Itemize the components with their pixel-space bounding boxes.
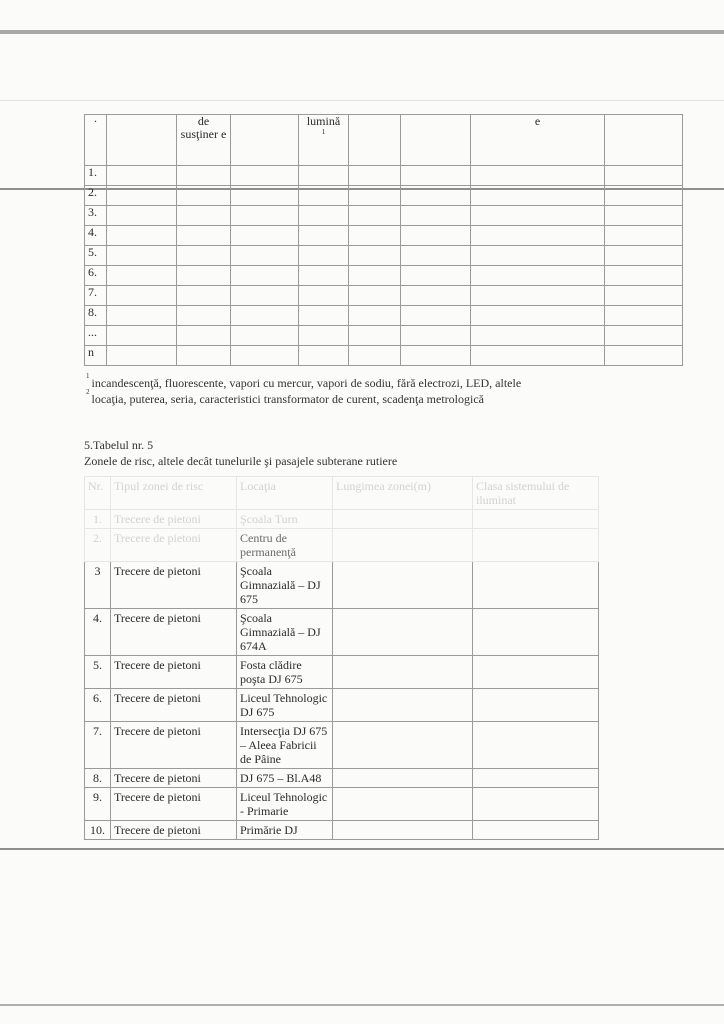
table-row xyxy=(85,306,683,326)
table-row xyxy=(85,689,599,722)
row-number: 8. xyxy=(85,306,107,326)
row-locatie: Şcoala Gimnazială – DJ 674A xyxy=(237,609,333,656)
row-nr: 10. xyxy=(85,821,111,840)
scan-line-lower xyxy=(0,848,724,850)
scan-line-bottom xyxy=(0,1004,724,1006)
row-tip: Trecere de pietoni xyxy=(111,722,237,769)
row-tip: Trecere de pietoni xyxy=(111,821,237,840)
scan-line-top xyxy=(0,30,724,34)
header-locatie: Locaţia xyxy=(237,477,333,510)
risk-zones-table xyxy=(84,476,599,840)
header-cell xyxy=(401,115,471,166)
scan-line-faint xyxy=(0,100,724,101)
row-nr: 9. xyxy=(85,788,111,821)
table-row xyxy=(85,821,599,840)
section-title: 5.Tabelul nr. 5 xyxy=(84,438,154,452)
header-cell: · xyxy=(85,115,107,166)
footnote-text: locaţia, puterea, seria, caracteristici transformator de curent, scadenţa metrologică xyxy=(91,392,484,406)
row-locatie: Liceul Tehnologic DJ 675 xyxy=(237,689,333,722)
row-tip: Trecere de pietoni xyxy=(111,529,237,562)
table-row xyxy=(85,266,683,286)
row-nr: 3 xyxy=(85,562,111,609)
header-clasa: Clasa sistemului de iluminat xyxy=(473,477,599,510)
row-tip: Trecere de pietoni xyxy=(111,609,237,656)
header-cell xyxy=(231,115,299,166)
table-row xyxy=(85,788,599,821)
header-cell xyxy=(605,115,683,166)
row-nr: 4. xyxy=(85,609,111,656)
row-number: 4. xyxy=(85,226,107,246)
row-nr: 2. xyxy=(85,529,111,562)
header-cell xyxy=(349,115,401,166)
header-cell-text: lumină xyxy=(306,114,341,128)
row-tip: Trecere de pietoni xyxy=(111,689,237,722)
header-nr: Nr. xyxy=(85,477,111,510)
row-tip: Trecere de pietoni xyxy=(111,510,237,529)
row-locatie: Şcoala Turn xyxy=(237,510,333,529)
row-locatie: Centru de permanenţă xyxy=(237,529,333,562)
row-nr: 1. xyxy=(85,510,111,529)
header-cell: de susţiner e xyxy=(177,115,231,166)
row-tip: Trecere de pietoni xyxy=(111,769,237,788)
header-lungime: Lungimea zonei(m) xyxy=(333,477,473,510)
header-cell: e xyxy=(471,115,605,166)
header-cell xyxy=(107,115,177,166)
table-row xyxy=(85,656,599,689)
header-tip: Tipul zonei de risc xyxy=(111,477,237,510)
table-row xyxy=(85,562,599,609)
row-number: 5. xyxy=(85,246,107,266)
row-nr: 7. xyxy=(85,722,111,769)
row-nr: 8. xyxy=(85,769,111,788)
row-number: n xyxy=(85,346,107,366)
row-number: 6. xyxy=(85,266,107,286)
footnote-mark: 1 xyxy=(86,372,90,380)
footnote-1 xyxy=(86,374,521,390)
table-row xyxy=(85,722,599,769)
lighting-inventory-table xyxy=(84,114,683,366)
row-number: 2. xyxy=(85,186,107,206)
row-locatie: Intersecţia DJ 675 – Aleea Fabricii de Pâine xyxy=(237,722,333,769)
row-number: 3. xyxy=(85,206,107,226)
footnote-2 xyxy=(86,390,484,406)
table-row xyxy=(85,226,683,246)
table-row xyxy=(85,286,683,306)
row-locatie: Fosta clădire poşta DJ 675 xyxy=(237,656,333,689)
row-nr: 5. xyxy=(85,656,111,689)
row-tip: Trecere de pietoni xyxy=(111,656,237,689)
table-row xyxy=(85,769,599,788)
row-number: 1. xyxy=(85,166,107,186)
table-header-row xyxy=(85,115,683,166)
row-tip: Trecere de pietoni xyxy=(111,562,237,609)
table-row xyxy=(85,326,683,346)
table-header-row xyxy=(85,477,599,510)
row-locatie: Primărie DJ xyxy=(237,821,333,840)
row-locatie: DJ 675 – Bl.A48 xyxy=(237,769,333,788)
row-number: ... xyxy=(85,326,107,346)
section-subtitle: Zonele de risc, altele decât tunelurile şi pasajele subterane rutiere xyxy=(84,454,398,468)
table-row xyxy=(85,186,683,206)
table-row xyxy=(85,206,683,226)
row-nr: 6. xyxy=(85,689,111,722)
table-row xyxy=(85,529,599,562)
table-row xyxy=(85,346,683,366)
header-cell-light xyxy=(299,115,349,166)
footnote-text: incandescenţă, fluorescente, vapori cu mercur, vapori de sodiu, fără electrozi, LED, altele xyxy=(91,376,522,390)
footnote-mark: 2 xyxy=(86,388,90,396)
row-tip: Trecere de pietoni xyxy=(111,788,237,821)
row-locatie: Şcoala Gimnazială – DJ 675 xyxy=(237,562,333,609)
table-row xyxy=(85,510,599,529)
table-row xyxy=(85,609,599,656)
footnote-mark: 1 xyxy=(321,128,326,136)
table-row xyxy=(85,246,683,266)
row-locatie: Liceul Tehnologic - Primarie xyxy=(237,788,333,821)
table-row xyxy=(85,166,683,186)
row-number: 7. xyxy=(85,286,107,306)
